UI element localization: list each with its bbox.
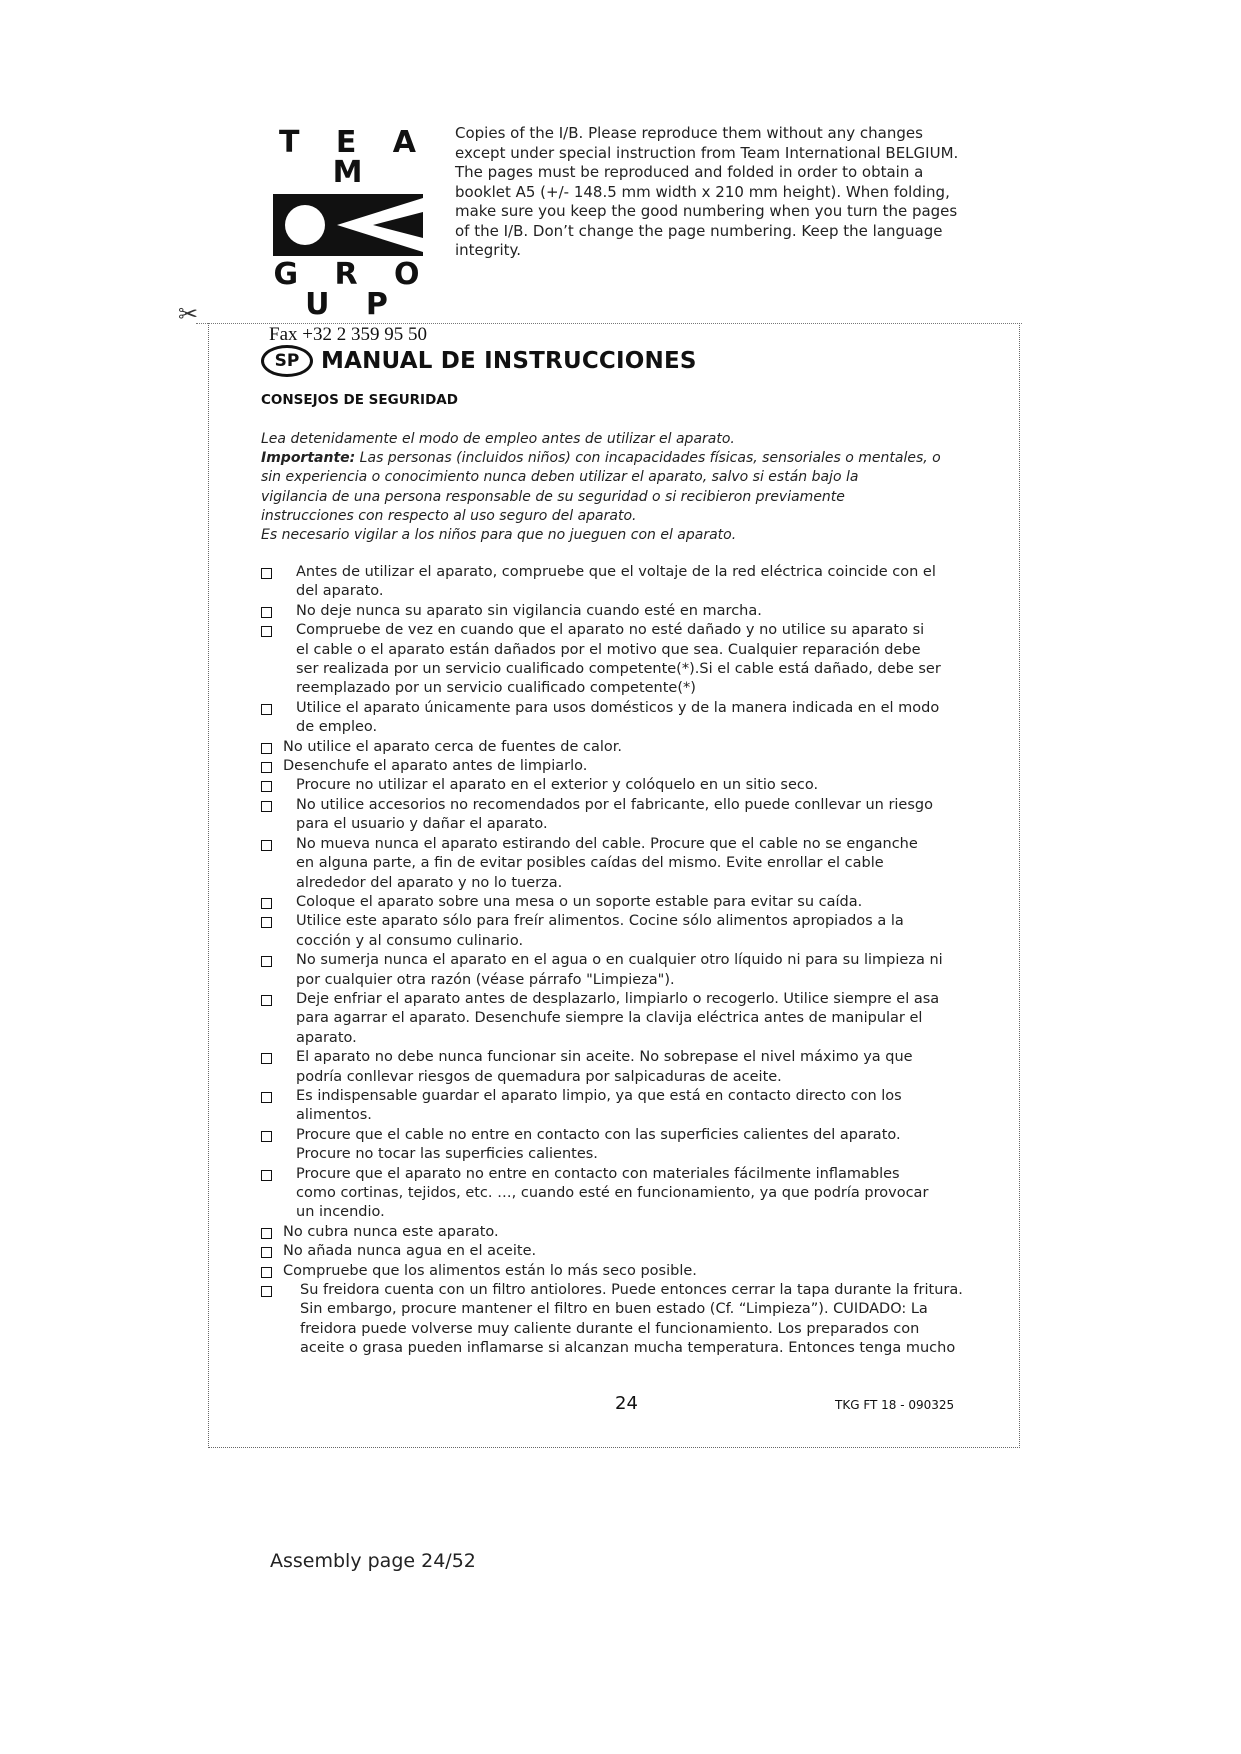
safety-item-line: Deje enfriar el aparato antes de desplazarlo, limpiarlo o recogerlo. Utilice siempre el asa [296, 990, 940, 1007]
assembly-page-label: Assembly page 24/52 [270, 1550, 476, 1572]
checkbox-bullet-icon [261, 1247, 272, 1258]
safety-item-line: No utilice accesorios no recomendados por el fabricante, ello puede conllevar un riesgo [296, 796, 933, 813]
safety-item-text [296, 990, 1011, 1048]
checkbox-bullet-icon [261, 1092, 272, 1103]
safety-item-line: alrededor del aparato y no lo tuerza. [296, 874, 563, 891]
note-line: of the I/B. Don’t change the page numbering. Keep the language [455, 221, 943, 240]
safety-item-line: Compruebe de vez en cuando que el aparato no esté dañado y no utilice su aparato si [296, 622, 925, 639]
checkbox-bullet-icon [261, 704, 272, 715]
checkbox-bullet-icon [261, 840, 272, 851]
checkbox-bullet-icon [261, 762, 272, 773]
note-line: except under special instruction from Team International BELGIUM. [455, 143, 959, 162]
safety-item-text [296, 1087, 1011, 1126]
safety-item-line: para el usuario y dañar el aparato. [296, 816, 548, 833]
checkbox-bullet-icon [261, 995, 272, 1006]
fax-number: Fax +32 2 359 95 50 [269, 324, 427, 345]
safety-item-text [296, 912, 1011, 951]
safety-item-text [296, 621, 1011, 699]
safety-item-line: Procure no utilizar el aparato en el exterior y colóquelo en un sitio seco. [296, 777, 819, 794]
safety-item [261, 796, 1011, 835]
checkbox-bullet-icon [261, 1170, 272, 1181]
safety-item-line: No mueva nunca el aparato estirando del cable. Procure que el cable no se enganche [296, 835, 918, 852]
safety-item [261, 757, 1011, 776]
checkbox-bullet-icon [261, 626, 272, 637]
intro-line: sin experiencia o conocimiento nunca deben utilizar el aparato, salvo si están bajo la [261, 469, 859, 486]
safety-item-line: Procure que el aparato no entre en contacto con materiales fácilmente inflamables [296, 1165, 900, 1182]
intro-line: Es necesario vigilar a los niños para que no jueguen con el aparato. [261, 527, 737, 544]
safety-item-text [300, 1281, 1011, 1359]
safety-item-text [296, 776, 1011, 795]
checkbox-bullet-icon [261, 1131, 272, 1142]
safety-item-text [296, 1126, 1011, 1165]
checkbox-bullet-icon [261, 1228, 272, 1239]
safety-item [261, 912, 1011, 951]
note-line: integrity. [455, 241, 522, 259]
safety-item-line: por cualquier otra razón (véase párrafo "Limpieza"). [296, 971, 675, 988]
safety-item-line: No utilice el aparato cerca de fuentes de calor. [283, 738, 622, 755]
safety-list [261, 563, 1011, 1359]
safety-item-text [296, 796, 1011, 835]
scissors-icon: ✂ [178, 300, 199, 328]
safety-item-line: Su freidora cuenta con un filtro antiolores. Puede entonces cerrar la tapa durante la fritura. [300, 1282, 963, 1299]
safety-item-line: Procure que el cable no entre en contacto con las superficies calientes del aparato. [296, 1126, 901, 1143]
safety-item-line: cocción y al consumo culinario. [296, 932, 524, 949]
intro-line: Lea detenidamente el modo de empleo antes de utilizar el aparato. [261, 431, 735, 447]
note-line: make sure you keep the good numbering when you turn the pages [455, 202, 958, 220]
booklet-page [208, 323, 1020, 1448]
safety-item-text [283, 1242, 1011, 1261]
safety-item-line: Utilice el aparato únicamente para usos domésticos y de la manera indicada en el modo [296, 699, 940, 716]
logo-mark-icon [273, 194, 423, 256]
safety-item [261, 1126, 1011, 1165]
safety-item-text [283, 1262, 1011, 1281]
safety-item-line: Compruebe que los alimentos están lo más seco posible. [283, 1262, 697, 1279]
checkbox-bullet-icon [261, 1267, 272, 1278]
safety-item [261, 776, 1011, 795]
safety-item-line: Coloque el aparato sobre una mesa o un soporte estable para evitar su caída. [296, 893, 863, 910]
note-line: The pages must be reproduced and folded in order to obtain a [455, 163, 924, 181]
safety-item [261, 1048, 1011, 1087]
checkbox-bullet-icon [261, 898, 272, 909]
safety-item [261, 602, 1011, 621]
safety-item [261, 990, 1011, 1048]
document-code: TKG FT 18 - 090325 [835, 1398, 955, 1412]
safety-item [261, 1281, 1011, 1359]
checkbox-bullet-icon [261, 801, 272, 812]
safety-item-text [283, 757, 1011, 776]
note-line: Copies of the I/B. Please reproduce them without any changes [455, 124, 923, 142]
safety-item-text [283, 738, 1011, 757]
safety-item-line: Sin embargo, procure mantener el filtro en buen estado (Cf. “Limpieza”). CUIDADO: La [300, 1301, 928, 1318]
note-line: booklet A5 (+/- 148.5 mm width x 210 mm height). When folding, [455, 182, 950, 201]
safety-item-line: Desenchufe el aparato antes de limpiarlo. [283, 758, 588, 775]
language-badge: SP [261, 345, 313, 377]
safety-item-text [283, 1223, 1011, 1242]
safety-item [261, 835, 1011, 893]
safety-item-line: del aparato. [296, 583, 384, 600]
checkbox-bullet-icon [261, 781, 272, 792]
safety-item-text [296, 1165, 1011, 1223]
intro-line: instrucciones con respecto al uso seguro del aparato. [261, 507, 637, 524]
checkbox-bullet-icon [261, 1286, 272, 1297]
intro-paragraph [261, 430, 1001, 545]
reproduction-note [455, 124, 995, 261]
logo-team-word: T E A M [278, 125, 430, 190]
safety-item-line: un incendio. [296, 1204, 385, 1221]
important-label: Importante: [261, 450, 356, 467]
safety-item-line: Es indispensable guardar el aparato limpio, ya que está en contacto directo con los [296, 1087, 902, 1104]
safety-item-line: de empleo. [296, 719, 378, 736]
page-number: 24 [615, 1393, 638, 1414]
safety-item-text [296, 1048, 1011, 1087]
safety-item-line: en alguna parte, a fin de evitar posibles caídas del mismo. Evite enrollar el cable [296, 855, 884, 872]
safety-item-line: freidora puede volverse muy caliente durante el funcionamiento. Los preparados con [300, 1320, 920, 1337]
safety-item-line: reemplazado por un servicio cualificado competente(*) [296, 680, 696, 697]
safety-item-line: alimentos. [296, 1107, 372, 1124]
safety-item [261, 1087, 1011, 1126]
safety-item-line: Antes de utilizar el aparato, compruebe que el voltaje de la red eléctrica coincide con el [296, 564, 936, 580]
safety-item-line: podría conllevar riesgos de quemadura por salpicaduras de aceite. [296, 1068, 782, 1085]
safety-item [261, 738, 1011, 757]
safety-item-line: No cubra nunca este aparato. [283, 1223, 499, 1240]
safety-item [261, 699, 1011, 738]
team-group-logo [258, 125, 438, 346]
safety-item-line: No sumerja nunca el aparato en el agua o en cualquier otro líquido ni para su limpieza ni [296, 952, 943, 969]
intro-line: vigilancia de una persona responsable de su seguridad o si recibieron previamente [261, 488, 845, 505]
safety-item-text [296, 563, 1011, 602]
safety-item [261, 563, 1011, 602]
safety-item-text [296, 951, 1011, 990]
safety-item-text [296, 835, 1011, 893]
manual-title-row [261, 343, 697, 379]
safety-item-line: aceite o grasa pueden inflamarse si alcanzan mucha temperatura. Entonces tenga mucho [300, 1340, 956, 1357]
logo-group-word: G R O U P [273, 257, 433, 322]
safety-item-line: para agarrar el aparato. Desenchufe siempre la clavija eléctrica antes de manipular el [296, 1010, 923, 1027]
checkbox-bullet-icon [261, 1053, 272, 1064]
safety-item-line: aparato. [296, 1029, 357, 1046]
checkbox-bullet-icon [261, 607, 272, 618]
safety-item-line: Utilice este aparato sólo para freír alimentos. Cocine sólo alimentos apropiados a la [296, 913, 904, 930]
safety-item-line: como cortinas, tejidos, etc. …, cuando esté en funcionamiento, ya que podría provocar [296, 1185, 929, 1201]
checkbox-bullet-icon [261, 743, 272, 754]
safety-item [261, 1242, 1011, 1261]
safety-item [261, 1165, 1011, 1223]
intro-line-rest: Las personas (incluidos niños) con incapacidades físicas, sensoriales o mentales, o [355, 450, 941, 467]
safety-item-line: No deje nunca su aparato sin vigilancia cuando esté en marcha. [296, 602, 762, 619]
safety-item-line: ser realizada por un servicio cualificado competente(*).Si el cable está dañado, debe ser [296, 661, 941, 678]
intro-line [261, 449, 1001, 468]
safety-item [261, 621, 1011, 699]
safety-item-line: El aparato no debe nunca funcionar sin aceite. No sobrepase el nivel máximo ya que [296, 1049, 913, 1066]
safety-item-text [296, 893, 1011, 912]
safety-item [261, 893, 1011, 912]
safety-item [261, 951, 1011, 990]
safety-item [261, 1223, 1011, 1242]
checkbox-bullet-icon [261, 568, 272, 579]
checkbox-bullet-icon [261, 956, 272, 967]
safety-item-line: Procure no tocar las superficies calientes. [296, 1146, 598, 1163]
safety-item-text [296, 602, 1011, 621]
checkbox-bullet-icon [261, 917, 272, 928]
safety-item-line: No añada nunca agua en el aceite. [283, 1243, 537, 1260]
safety-item-text [296, 699, 1011, 738]
safety-item [261, 1262, 1011, 1281]
manual-title: MANUAL DE INSTRUCCIONES [321, 348, 697, 374]
safety-item-line: el cable o el aparato están dañados por el motivo que sea. Cualquier reparación debe [296, 641, 921, 658]
section-heading: CONSEJOS DE SEGURIDAD [261, 392, 458, 408]
